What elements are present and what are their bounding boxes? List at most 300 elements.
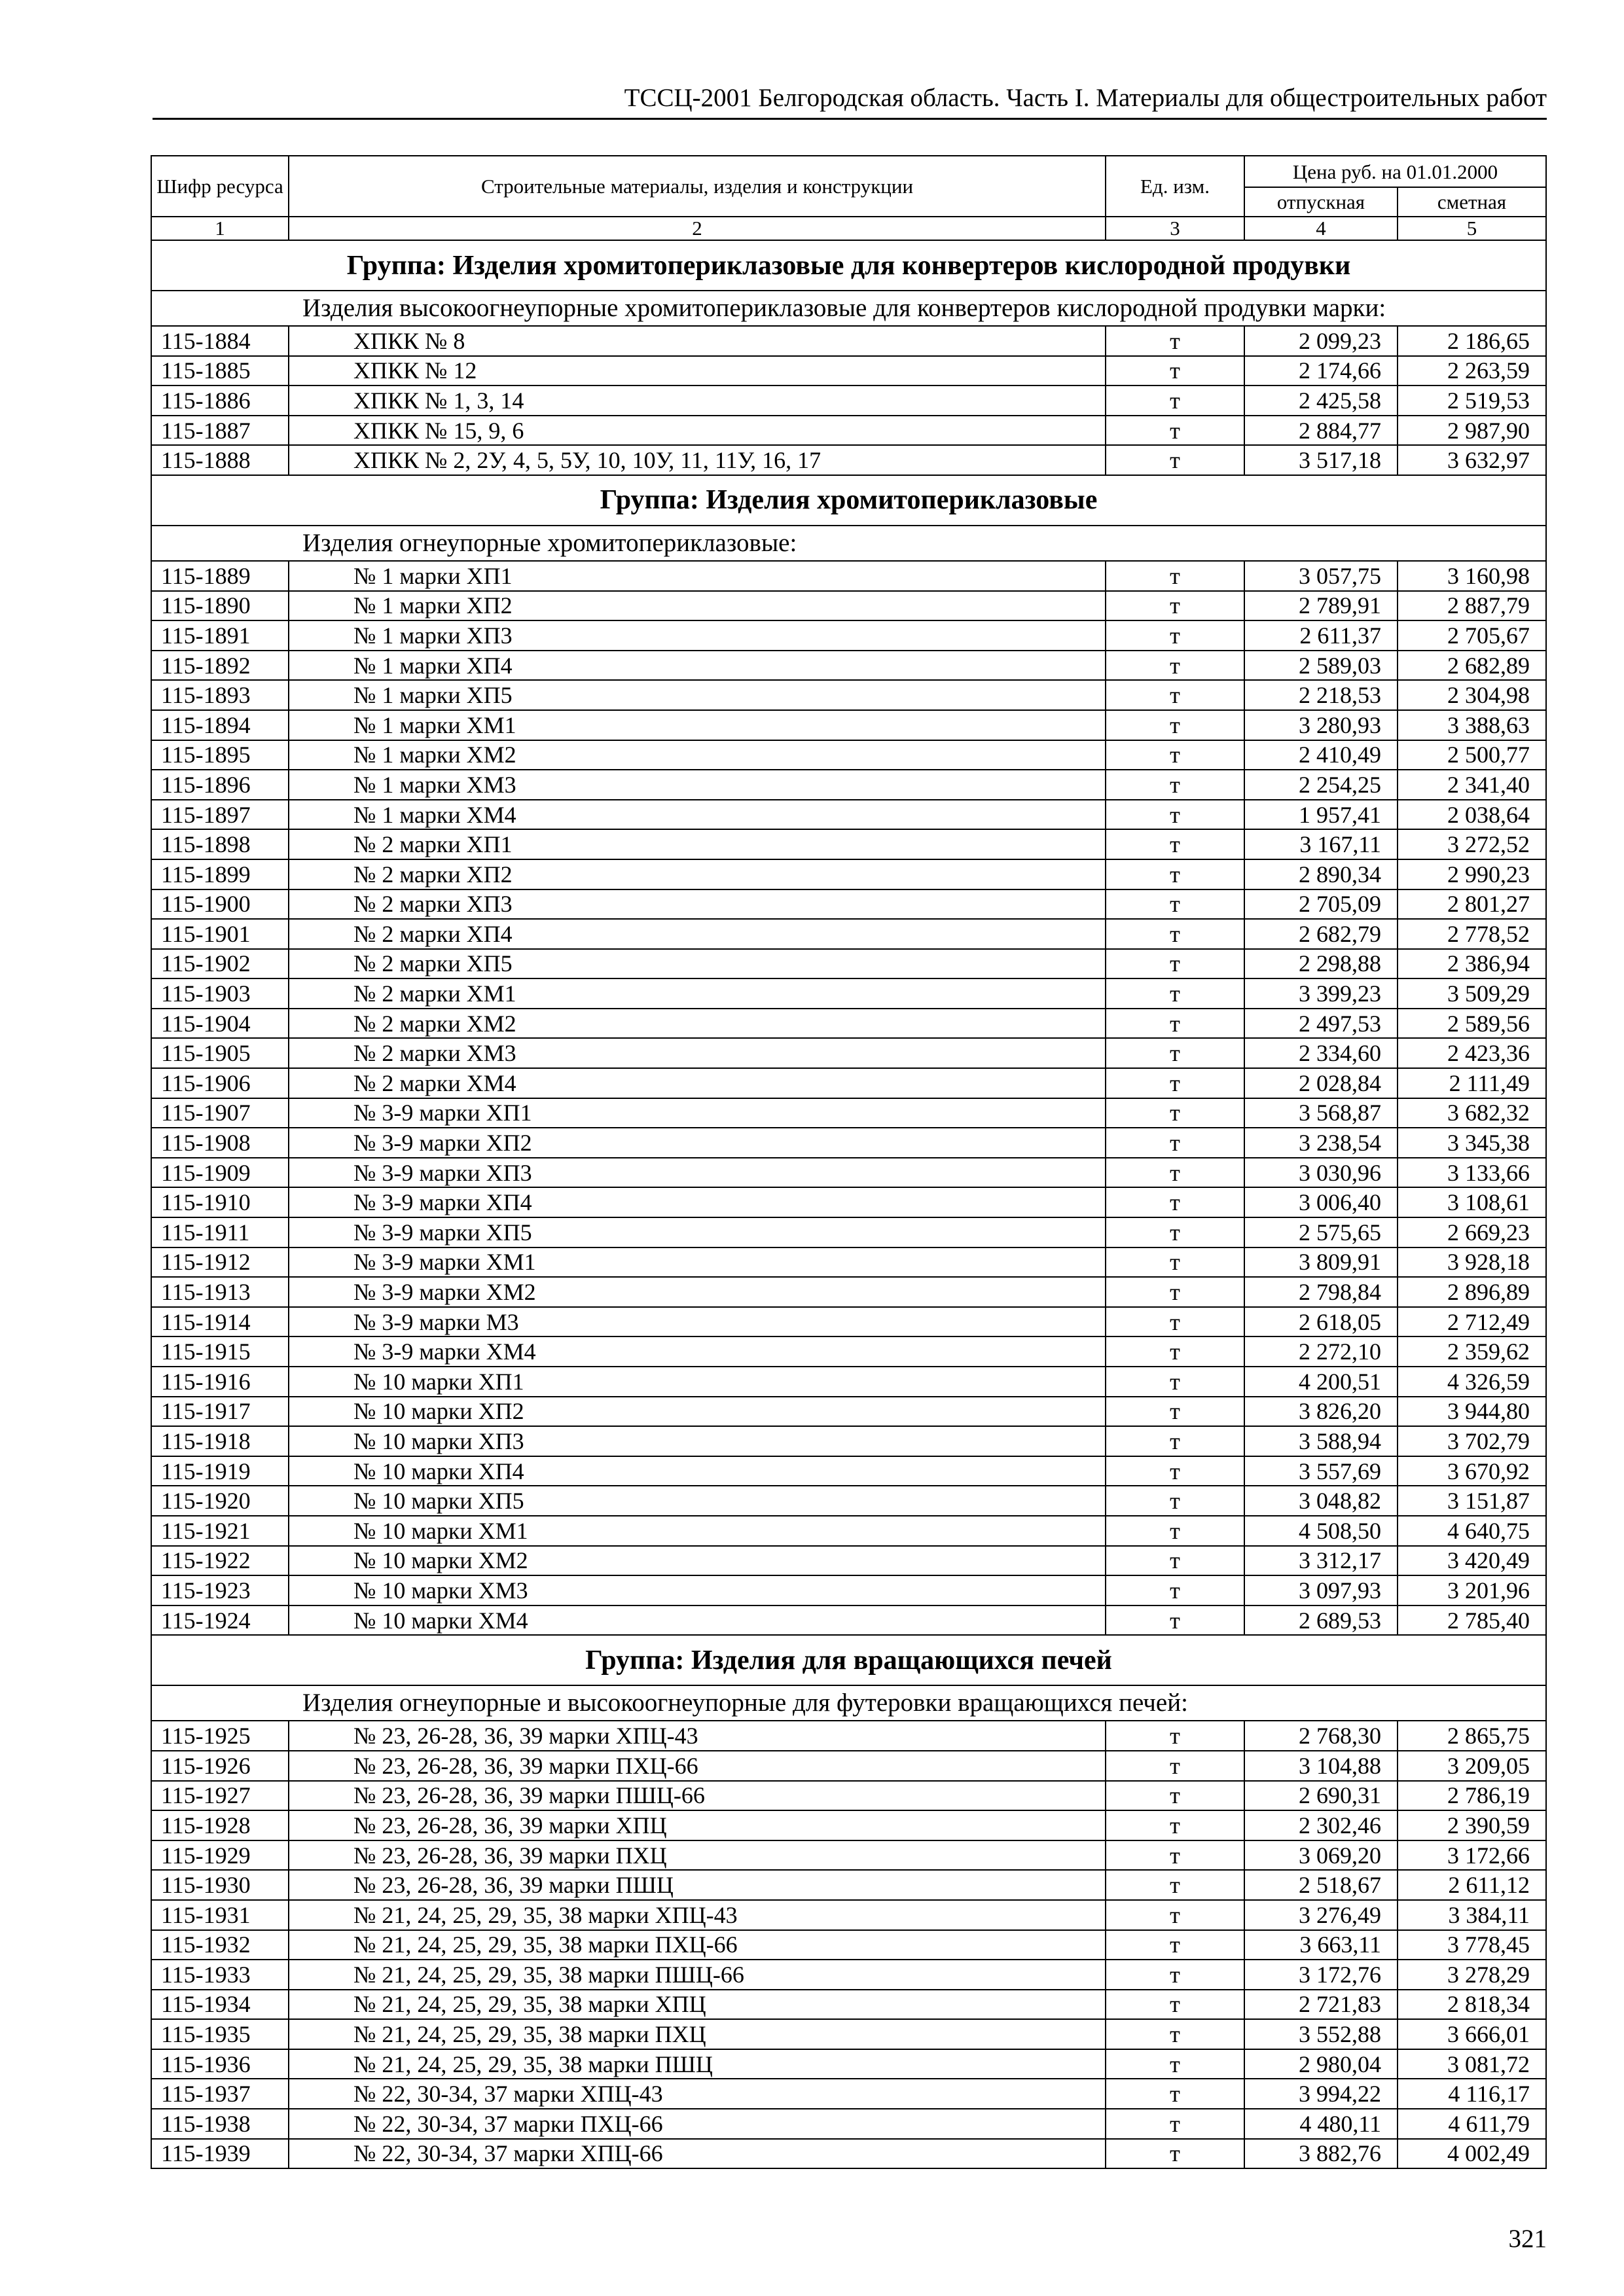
resource-code: 115-1931	[151, 1900, 289, 1930]
estimate-price: 4 326,59	[1398, 1367, 1546, 1397]
material-name: ХПКК № 1, 3, 14	[289, 386, 1106, 416]
estimate-price: 2 390,59	[1398, 1810, 1546, 1840]
table-row	[151, 1721, 1546, 1751]
release-price: 2 302,46	[1244, 1810, 1398, 1840]
column-number: 5	[1398, 217, 1546, 240]
estimate-price: 2 186,65	[1398, 326, 1546, 356]
table-row	[151, 445, 1546, 475]
material-name: № 21, 24, 25, 29, 35, 38 марки ПХЦ-66	[289, 1930, 1106, 1960]
release-price: 2 218,53	[1244, 680, 1398, 710]
resource-code: 115-1912	[151, 1247, 289, 1278]
unit: т	[1106, 1426, 1244, 1456]
table-row	[151, 591, 1546, 621]
unit: т	[1106, 800, 1244, 830]
unit: т	[1106, 356, 1244, 386]
column-number: 3	[1106, 217, 1244, 240]
table-row	[151, 1009, 1546, 1039]
material-name: № 1 марки ХМ3	[289, 770, 1106, 800]
estimate-price: 3 201,96	[1398, 1575, 1546, 1605]
header-name: Строительные материалы, изделия и конструкции	[289, 156, 1106, 217]
estimate-price: 3 632,97	[1398, 445, 1546, 475]
estimate-price: 3 420,49	[1398, 1546, 1546, 1576]
estimate-price: 3 666,01	[1398, 2019, 1546, 2049]
resource-code: 115-1911	[151, 1217, 289, 1247]
table-row	[151, 1128, 1546, 1158]
material-name: № 10 марки ХМ1	[289, 1516, 1106, 1546]
unit: т	[1106, 386, 1244, 416]
release-price: 1 957,41	[1244, 800, 1398, 830]
release-price: 2 589,03	[1244, 651, 1398, 681]
estimate-price: 2 263,59	[1398, 356, 1546, 386]
unit: т	[1106, 829, 1244, 859]
material-name: № 21, 24, 25, 29, 35, 38 марки ХПЦ	[289, 1990, 1106, 2020]
resource-code: 115-1899	[151, 859, 289, 889]
release-price: 2 497,53	[1244, 1009, 1398, 1039]
material-name: № 3-9 марки ХМ2	[289, 1277, 1106, 1307]
material-name: № 3-9 марки ХП5	[289, 1217, 1106, 1247]
material-name: № 2 марки ХП2	[289, 859, 1106, 889]
unit: т	[1106, 1486, 1244, 1516]
unit: т	[1106, 859, 1244, 889]
material-name: № 2 марки ХП5	[289, 949, 1106, 979]
release-price: 2 705,09	[1244, 889, 1398, 920]
table-row	[151, 620, 1546, 651]
table-row	[151, 326, 1546, 356]
estimate-price: 3 133,66	[1398, 1158, 1546, 1188]
header-release-price: отпускная	[1244, 187, 1398, 217]
release-price: 2 789,91	[1244, 591, 1398, 621]
estimate-price: 2 682,89	[1398, 651, 1546, 681]
column-number: 1	[151, 217, 289, 240]
release-price: 2 618,05	[1244, 1307, 1398, 1337]
table-row	[151, 949, 1546, 979]
table-row	[151, 1187, 1546, 1217]
release-price: 2 410,49	[1244, 740, 1398, 770]
unit: т	[1106, 1098, 1244, 1128]
release-price: 2 028,84	[1244, 1068, 1398, 1098]
estimate-price: 3 509,29	[1398, 978, 1546, 1009]
estimate-price: 3 081,72	[1398, 2049, 1546, 2079]
release-price: 3 097,93	[1244, 1575, 1398, 1605]
release-price: 2 425,58	[1244, 386, 1398, 416]
release-price: 3 276,49	[1244, 1900, 1398, 1930]
resource-code: 115-1925	[151, 1721, 289, 1751]
resource-code: 115-1929	[151, 1840, 289, 1871]
material-name: № 3-9 марки ХП4	[289, 1187, 1106, 1217]
resource-code: 115-1902	[151, 949, 289, 979]
unit: т	[1106, 1990, 1244, 2020]
resource-code: 115-1893	[151, 680, 289, 710]
table-row	[151, 1098, 1546, 1128]
header-code: Шифр ресурса	[151, 156, 289, 217]
material-name: № 10 марки ХП5	[289, 1486, 1106, 1516]
resource-code: 115-1938	[151, 2109, 289, 2139]
unit: т	[1106, 680, 1244, 710]
estimate-price: 3 172,66	[1398, 1840, 1546, 1871]
unit: т	[1106, 1930, 1244, 1960]
table-row	[151, 561, 1546, 591]
material-name: № 1 марки ХП1	[289, 561, 1106, 591]
estimate-price: 2 990,23	[1398, 859, 1546, 889]
resource-code: 115-1907	[151, 1098, 289, 1128]
material-name: № 1 марки ХП5	[289, 680, 1106, 710]
table-row	[151, 1217, 1546, 1247]
table-row	[151, 1960, 1546, 1990]
resource-code: 115-1905	[151, 1038, 289, 1068]
material-name: № 23, 26-28, 36, 39 марки ХПЦ-43	[289, 1721, 1106, 1751]
table-row	[151, 2109, 1546, 2139]
resource-code: 115-1930	[151, 1870, 289, 1900]
unit: т	[1106, 326, 1244, 356]
table-row	[151, 1367, 1546, 1397]
table-row	[151, 829, 1546, 859]
release-price: 3 172,76	[1244, 1960, 1398, 1990]
table-row	[151, 1751, 1546, 1781]
resource-code: 115-1928	[151, 1810, 289, 1840]
estimate-price: 2 589,56	[1398, 1009, 1546, 1039]
unit: т	[1106, 1721, 1244, 1751]
material-name: № 2 марки ХМ4	[289, 1068, 1106, 1098]
release-price: 3 238,54	[1244, 1128, 1398, 1158]
unit: т	[1106, 740, 1244, 770]
release-price: 4 200,51	[1244, 1367, 1398, 1397]
material-name: ХПКК № 15, 9, 6	[289, 416, 1106, 446]
subgroup-heading-row	[151, 526, 1546, 561]
release-price: 3 069,20	[1244, 1840, 1398, 1871]
resource-code: 115-1888	[151, 445, 289, 475]
estimate-price: 2 359,62	[1398, 1336, 1546, 1367]
table-row	[151, 386, 1546, 416]
unit: т	[1106, 1840, 1244, 1871]
table-row	[151, 1990, 1546, 2020]
release-price: 3 280,93	[1244, 710, 1398, 740]
column-number: 2	[289, 217, 1106, 240]
table-row	[151, 1810, 1546, 1840]
table-row	[151, 1068, 1546, 1098]
table-row	[151, 1840, 1546, 1871]
release-price: 3 048,82	[1244, 1486, 1398, 1516]
unit: т	[1106, 1038, 1244, 1068]
unit: т	[1106, 2109, 1244, 2139]
release-price: 2 721,83	[1244, 1990, 1398, 2020]
table-row	[151, 680, 1546, 710]
resource-code: 115-1898	[151, 829, 289, 859]
material-name: № 21, 24, 25, 29, 35, 38 марки ПШЦ-66	[289, 1960, 1106, 1990]
group-heading-row	[151, 1635, 1546, 1685]
estimate-price: 3 388,63	[1398, 710, 1546, 740]
group-heading: Группа: Изделия хромитопериклазовые	[151, 475, 1546, 526]
subgroup-heading: Изделия огнеупорные хромитопериклазовые:	[151, 526, 1546, 561]
resource-code: 115-1910	[151, 1187, 289, 1217]
release-price: 2 682,79	[1244, 919, 1398, 949]
material-name: № 23, 26-28, 36, 39 марки ХПЦ	[289, 1810, 1106, 1840]
unit: т	[1106, 1009, 1244, 1039]
column-number: 4	[1244, 217, 1398, 240]
material-name: № 2 марки ХП4	[289, 919, 1106, 949]
resource-code: 115-1933	[151, 1960, 289, 1990]
unit: т	[1106, 1456, 1244, 1486]
group-heading: Группа: Изделия для вращающихся печей	[151, 1635, 1546, 1685]
unit: т	[1106, 889, 1244, 920]
unit: т	[1106, 651, 1244, 681]
estimate-price: 2 712,49	[1398, 1307, 1546, 1337]
table-row	[151, 2049, 1546, 2079]
estimate-price: 2 778,52	[1398, 919, 1546, 949]
estimate-price: 3 345,38	[1398, 1128, 1546, 1158]
release-price: 2 690,31	[1244, 1781, 1398, 1811]
unit: т	[1106, 1068, 1244, 1098]
table-row	[151, 1456, 1546, 1486]
release-price: 2 099,23	[1244, 326, 1398, 356]
material-name: № 1 марки ХП2	[289, 591, 1106, 621]
material-name: № 2 марки ХМ3	[289, 1038, 1106, 1068]
estimate-price: 2 423,36	[1398, 1038, 1546, 1068]
unit: т	[1106, 1128, 1244, 1158]
estimate-price: 3 702,79	[1398, 1426, 1546, 1456]
table-row	[151, 1900, 1546, 1930]
unit: т	[1106, 1217, 1244, 1247]
header-price: Цена руб. на 01.01.2000	[1244, 156, 1546, 187]
resource-code: 115-1887	[151, 416, 289, 446]
subgroup-heading: Изделия огнеупорные и высокоогнеупорные для футеровки вращающихся печей:	[151, 1685, 1546, 1721]
unit: т	[1106, 561, 1244, 591]
release-price: 2 254,25	[1244, 770, 1398, 800]
resource-code: 115-1916	[151, 1367, 289, 1397]
table-row	[151, 2079, 1546, 2109]
unit: т	[1106, 1900, 1244, 1930]
resource-code: 115-1926	[151, 1751, 289, 1781]
resource-code: 115-1924	[151, 1605, 289, 1636]
unit: т	[1106, 1546, 1244, 1576]
estimate-price: 2 987,90	[1398, 416, 1546, 446]
resource-code: 115-1937	[151, 2079, 289, 2109]
release-price: 3 557,69	[1244, 1456, 1398, 1486]
material-name: № 22, 30-34, 37 марки ПХЦ-66	[289, 2109, 1106, 2139]
release-price: 3 006,40	[1244, 1187, 1398, 1217]
unit: т	[1106, 2049, 1244, 2079]
material-name: № 1 марки ХМ4	[289, 800, 1106, 830]
table-row	[151, 770, 1546, 800]
table-row	[151, 1336, 1546, 1367]
material-name: № 3-9 марки ХП2	[289, 1128, 1106, 1158]
unit: т	[1106, 1605, 1244, 1636]
release-price: 2 272,10	[1244, 1336, 1398, 1367]
estimate-price: 2 519,53	[1398, 386, 1546, 416]
estimate-price: 3 272,52	[1398, 829, 1546, 859]
table-row	[151, 740, 1546, 770]
estimate-price: 2 865,75	[1398, 1721, 1546, 1751]
release-price: 3 882,76	[1244, 2139, 1398, 2169]
release-price: 3 030,96	[1244, 1158, 1398, 1188]
resource-code: 115-1890	[151, 591, 289, 621]
table-row	[151, 978, 1546, 1009]
unit: т	[1106, 1277, 1244, 1307]
resource-code: 115-1922	[151, 1546, 289, 1576]
column-number-row	[151, 217, 1546, 240]
resource-code: 115-1923	[151, 1575, 289, 1605]
resource-code: 115-1935	[151, 2019, 289, 2049]
table-row	[151, 1930, 1546, 1960]
unit: т	[1106, 1307, 1244, 1337]
unit: т	[1106, 1336, 1244, 1367]
release-price: 2 890,34	[1244, 859, 1398, 889]
table-row	[151, 356, 1546, 386]
release-price: 3 809,91	[1244, 1247, 1398, 1278]
subgroup-heading-row	[151, 291, 1546, 326]
unit: т	[1106, 919, 1244, 949]
material-name: № 2 марки ХП1	[289, 829, 1106, 859]
table-row	[151, 1546, 1546, 1576]
unit: т	[1106, 1158, 1244, 1188]
resource-code: 115-1914	[151, 1307, 289, 1337]
estimate-price: 3 160,98	[1398, 561, 1546, 591]
table-row	[151, 1397, 1546, 1427]
table-row	[151, 1277, 1546, 1307]
unit: т	[1106, 710, 1244, 740]
unit: т	[1106, 1575, 1244, 1605]
header-unit: Ед. изм.	[1106, 156, 1244, 217]
estimate-price: 3 384,11	[1398, 1900, 1546, 1930]
release-price: 3 104,88	[1244, 1751, 1398, 1781]
estimate-price: 3 209,05	[1398, 1751, 1546, 1781]
release-price: 4 480,11	[1244, 2109, 1398, 2139]
resource-code: 115-1918	[151, 1426, 289, 1456]
release-price: 3 057,75	[1244, 561, 1398, 591]
resource-code: 115-1901	[151, 919, 289, 949]
price-table	[151, 155, 1547, 2169]
resource-code: 115-1904	[151, 1009, 289, 1039]
table-row	[151, 1307, 1546, 1337]
resource-code: 115-1917	[151, 1397, 289, 1427]
table-row	[151, 1870, 1546, 1900]
estimate-price: 3 928,18	[1398, 1247, 1546, 1278]
resource-code: 115-1892	[151, 651, 289, 681]
material-name: № 21, 24, 25, 29, 35, 38 марки ПХЦ	[289, 2019, 1106, 2049]
material-name: № 22, 30-34, 37 марки ХПЦ-43	[289, 2079, 1106, 2109]
material-name: № 21, 24, 25, 29, 35, 38 марки ХПЦ-43	[289, 1900, 1106, 1930]
table-row	[151, 919, 1546, 949]
unit: т	[1106, 1247, 1244, 1278]
table-row	[151, 1605, 1546, 1636]
resource-code: 115-1909	[151, 1158, 289, 1188]
estimate-price: 2 304,98	[1398, 680, 1546, 710]
material-name: № 2 марки ХМ1	[289, 978, 1106, 1009]
table-row	[151, 800, 1546, 830]
unit: т	[1106, 949, 1244, 979]
resource-code: 115-1920	[151, 1486, 289, 1516]
table-row	[151, 1575, 1546, 1605]
page-number: 321	[1508, 2225, 1547, 2253]
release-price: 3 588,94	[1244, 1426, 1398, 1456]
resource-code: 115-1900	[151, 889, 289, 920]
resource-code: 115-1936	[151, 2049, 289, 2079]
unit: т	[1106, 416, 1244, 446]
estimate-price: 3 108,61	[1398, 1187, 1546, 1217]
header-estimate-price: сметная	[1398, 187, 1546, 217]
resource-code: 115-1885	[151, 356, 289, 386]
estimate-price: 2 785,40	[1398, 1605, 1546, 1636]
material-name: № 1 марки ХМ2	[289, 740, 1106, 770]
material-name: ХПКК № 12	[289, 356, 1106, 386]
table-body	[151, 240, 1546, 2168]
resource-code: 115-1906	[151, 1068, 289, 1098]
material-name: № 10 марки ХП4	[289, 1456, 1106, 1486]
material-name: № 23, 26-28, 36, 39 марки ПХЦ	[289, 1840, 1106, 1871]
table-row	[151, 710, 1546, 740]
table-row	[151, 859, 1546, 889]
group-heading-row	[151, 240, 1546, 291]
estimate-price: 4 640,75	[1398, 1516, 1546, 1546]
resource-code: 115-1894	[151, 710, 289, 740]
material-name: № 3-9 марки ХП1	[289, 1098, 1106, 1128]
resource-code: 115-1908	[151, 1128, 289, 1158]
unit: т	[1106, 2019, 1244, 2049]
table-row	[151, 1516, 1546, 1546]
table-row	[151, 1781, 1546, 1811]
release-price: 2 768,30	[1244, 1721, 1398, 1751]
unit: т	[1106, 591, 1244, 621]
release-price: 2 174,66	[1244, 356, 1398, 386]
release-price: 3 663,11	[1244, 1930, 1398, 1960]
release-price: 3 994,22	[1244, 2079, 1398, 2109]
material-name: ХПКК № 8	[289, 326, 1106, 356]
header-divider	[153, 118, 1547, 120]
estimate-price: 4 611,79	[1398, 2109, 1546, 2139]
material-name: № 10 марки ХП1	[289, 1367, 1106, 1397]
group-heading: Группа: Изделия хромитопериклазовые для конвертеров кислородной продувки	[151, 240, 1546, 291]
material-name: № 1 марки ХП3	[289, 620, 1106, 651]
table-row	[151, 1426, 1546, 1456]
table-row	[151, 1486, 1546, 1516]
estimate-price: 3 278,29	[1398, 1960, 1546, 1990]
estimate-price: 2 896,89	[1398, 1277, 1546, 1307]
subgroup-heading-row	[151, 1685, 1546, 1721]
estimate-price: 2 341,40	[1398, 770, 1546, 800]
material-name: № 3-9 марки М3	[289, 1307, 1106, 1337]
material-name: № 10 марки ХП3	[289, 1426, 1106, 1456]
release-price: 3 517,18	[1244, 445, 1398, 475]
material-name: № 23, 26-28, 36, 39 марки ПШЦ-66	[289, 1781, 1106, 1811]
estimate-price: 2 611,12	[1398, 1870, 1546, 1900]
material-name: № 10 марки ХМ2	[289, 1546, 1106, 1576]
release-price: 2 980,04	[1244, 2049, 1398, 2079]
release-price: 3 552,88	[1244, 2019, 1398, 2049]
release-price: 2 575,65	[1244, 1217, 1398, 1247]
release-price: 3 167,11	[1244, 829, 1398, 859]
estimate-price: 4 002,49	[1398, 2139, 1546, 2169]
material-name: № 3-9 марки ХП3	[289, 1158, 1106, 1188]
unit: т	[1106, 1870, 1244, 1900]
material-name: № 1 марки ХМ1	[289, 710, 1106, 740]
material-name: № 2 марки ХП3	[289, 889, 1106, 920]
release-price: 2 518,67	[1244, 1870, 1398, 1900]
resource-code: 115-1891	[151, 620, 289, 651]
unit: т	[1106, 2079, 1244, 2109]
resource-code: 115-1889	[151, 561, 289, 591]
material-name: № 1 марки ХП4	[289, 651, 1106, 681]
estimate-price: 3 682,32	[1398, 1098, 1546, 1128]
unit: т	[1106, 620, 1244, 651]
resource-code: 115-1932	[151, 1930, 289, 1960]
unit: т	[1106, 1781, 1244, 1811]
unit: т	[1106, 1367, 1244, 1397]
estimate-price: 3 670,92	[1398, 1456, 1546, 1486]
resource-code: 115-1897	[151, 800, 289, 830]
material-name: № 2 марки ХМ2	[289, 1009, 1106, 1039]
group-heading-row	[151, 475, 1546, 526]
release-price: 2 611,37	[1244, 620, 1398, 651]
material-name: № 3-9 марки ХМ1	[289, 1247, 1106, 1278]
